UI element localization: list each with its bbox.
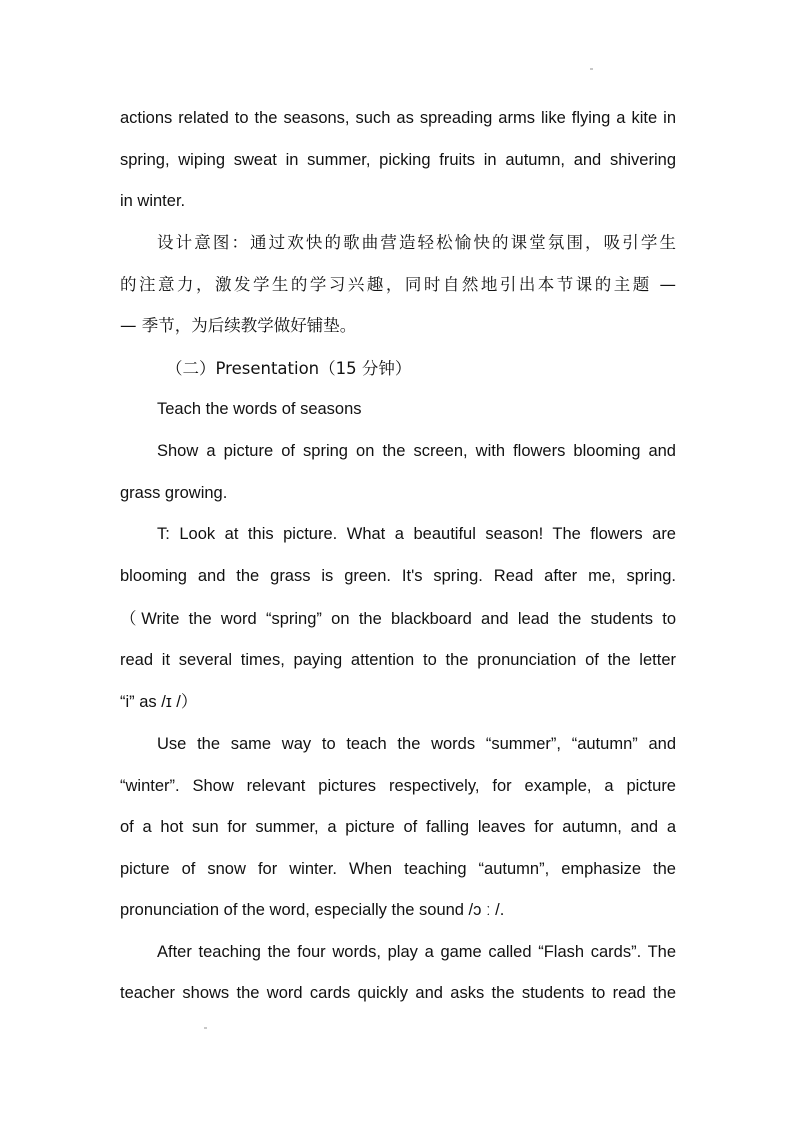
paragraph-line: grass growing. (120, 484, 228, 502)
paragraph-line: Use the same way to teach the words “summer”, “autumn” and (157, 735, 676, 753)
paragraph-line: picture of snow for winter. When teaching “autumn”, emphasize the (120, 860, 676, 878)
paragraph-line: in winter. (120, 192, 186, 210)
paragraph-line: teacher shows the word cards quickly and asks the students to read the (120, 984, 676, 1002)
section-heading: （二）Presentation（15 分钟） (166, 359, 412, 378)
dialogue-line: blooming and the grass is green. It's spring. Read after me, spring. (120, 567, 676, 585)
paragraph-line: After teaching the four words, play a game called “Flash cards”. The (157, 943, 676, 961)
dialogue-line: read it several times, paying attention to the pronunciation of the letter (120, 651, 676, 669)
design-intent-line: 的注意力，激发学生的学习兴趣，同时自然地引出本节课的主题 — (120, 275, 676, 294)
design-intent-line: — 季节，为后续教学做好铺垫。 (120, 316, 357, 335)
paragraph-line: Show a picture of spring on the screen, with flowers blooming and (157, 442, 676, 460)
subheading: Teach the words of seasons (157, 400, 362, 418)
scan-speck (204, 1027, 207, 1029)
paragraph-line: actions related to the seasons, such as spreading arms like flying a kite in (120, 109, 676, 127)
paragraph-line: “winter”. Show relevant pictures respectively, for example, a picture (120, 777, 676, 795)
scan-speck (590, 68, 593, 70)
dialogue-line: “i” as /ɪ /） (120, 693, 198, 711)
design-intent-line: 设计意图：通过欢快的歌曲营造轻松愉快的课堂氛围，吸引学生 (157, 233, 676, 252)
paragraph-line: spring, wiping sweat in summer, picking fruits in autumn, and shivering (120, 151, 676, 169)
paragraph-line: pronunciation of the word, especially the sound /ɔ ː /. (120, 901, 505, 919)
paragraph-line: of a hot sun for summer, a picture of falling leaves for autumn, and a (120, 818, 676, 836)
dialogue-line: （Write the word “spring” on the blackboard and lead the students to (120, 610, 676, 628)
dialogue-line: T: Look at this picture. What a beautiful season! The flowers are (157, 525, 676, 543)
